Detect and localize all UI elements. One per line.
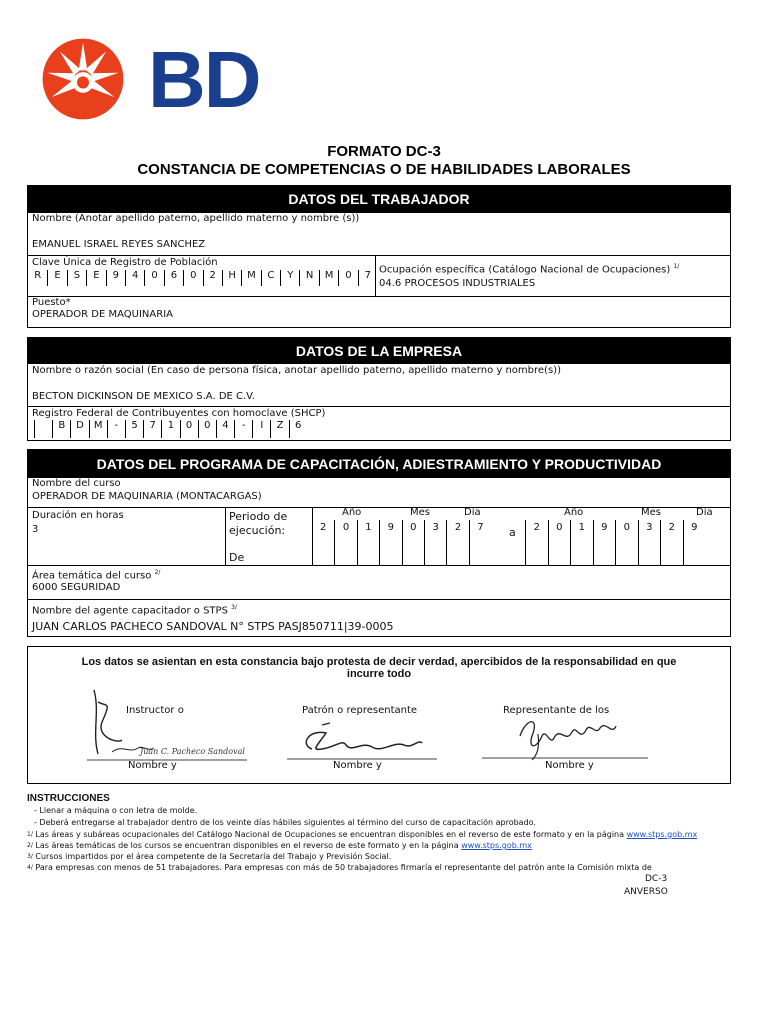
fecha-inicio-cell: 1	[357, 520, 379, 565]
de-label: De	[229, 551, 245, 564]
mes-label-end: Mes	[641, 507, 661, 518]
curp-char-cell: 4	[125, 270, 144, 286]
fecha-inicio-cell: 2	[320, 522, 327, 533]
rfc-char-cell: 5	[125, 420, 143, 438]
puesto-label: Puesto*	[32, 297, 71, 308]
rfc-char-cell: 6	[289, 420, 307, 438]
svg-text:Juan C. Pacheco Sandoval: Juan C. Pacheco Sandoval	[140, 747, 245, 756]
razon-label: Nombre o razón social (En caso de persona física, anotar apellido paterno, apellido materno y nombre(s))	[32, 365, 561, 376]
nombre-value[interactable]: EMANUEL ISRAEL REYES SANCHEZ	[32, 239, 206, 250]
fecha-fin-cell: 9	[683, 520, 706, 565]
note-1: $^{1/}$ Las áreas y subáreas ocupacionales del Catálogo Nacional de Ocupaciones se encuentran disponibles en el reverso de este formato y en la página www.stps.gob.mx	[27, 830, 698, 839]
curp-cells[interactable]	[28, 270, 377, 286]
curp-char-cell: M	[241, 270, 260, 286]
curp-char-cell: 6	[164, 270, 183, 286]
rfc-char-cell: Z	[270, 420, 288, 438]
mes-label-start: Mes	[410, 507, 430, 518]
instructor-signature-icon	[82, 682, 252, 764]
curp-char-cell: 9	[106, 270, 125, 286]
note-1-link[interactable]: www.stps.gob.mx	[626, 830, 698, 839]
curp-label: Clave Única de Registro de Población	[32, 257, 218, 268]
fecha-inicio-cell: 2	[446, 520, 468, 565]
fecha-fin-cell: 1	[570, 520, 593, 565]
curp-char-cell: 0	[338, 270, 357, 286]
fecha-inicio-cells[interactable]	[312, 520, 491, 565]
curp-char-cell: 2	[203, 270, 222, 286]
razon-value[interactable]: BECTON DICKINSON DE MEXICO S.A. DE C.V.	[32, 391, 255, 402]
dia-label-start: Día	[464, 507, 481, 518]
curp-char-cell: S	[67, 270, 86, 286]
anio-label-start: Año	[342, 507, 362, 518]
fecha-fin-cell: 0	[548, 520, 571, 565]
instruccion-line-2: - Deberá entregarse al trabajador dentro de los veinte días hábiles siguientes al término del curso de capacitación aprobado.	[34, 818, 536, 827]
bd-sun-logo-icon	[40, 36, 126, 122]
dia-label-end: Día	[696, 507, 713, 518]
nombre-y-representante: Nombre y	[545, 760, 594, 771]
fecha-fin-cell: 2	[525, 520, 548, 565]
duracion-label: Duración en horas	[32, 510, 124, 521]
patron-signature-icon	[282, 715, 442, 763]
rfc-char-cell: -	[107, 420, 125, 438]
curp-char-cell: Y	[280, 270, 299, 286]
anio-label-end: Año	[564, 507, 584, 518]
rfc-char-cell	[34, 420, 52, 438]
footer-code: DC-3	[645, 874, 668, 884]
rfc-char-cell: D	[70, 420, 88, 438]
fecha-inicio-cell: 0	[402, 520, 424, 565]
rfc-char-cell: B	[52, 420, 70, 438]
curp-char-cell: 0	[144, 270, 163, 286]
note-3: $^{3/}$ Cursos impartidos por el área competente de la Secretaría del Trabajo y Previsión Social.	[27, 852, 392, 861]
patron-label: Patrón o representante	[302, 705, 418, 716]
ocupacion-label: Ocupación específica (Catálogo Nacional de Ocupaciones) $^{1/}$	[379, 263, 680, 276]
rfc-char-cell: 0	[198, 420, 216, 438]
note-2: $^{2/}$ Las áreas temáticas de los cursos se encuentran disponibles en el reverso de este formato y en la página www.stps.gob.mx	[27, 841, 532, 850]
form-subtitle: CONSTANCIA DE COMPETENCIAS O DE HABILIDADES LABORALES	[137, 161, 631, 178]
empresa-band: DATOS DE LA EMPRESA	[28, 338, 730, 364]
rfc-char-cell: 4	[216, 420, 234, 438]
area-label: Área temática del curso $^{2/}$	[32, 569, 161, 582]
ocupacion-value[interactable]: 04.6 PROCESOS INDUSTRIALES	[379, 278, 536, 289]
periodo-label-2: ejecución:	[229, 524, 286, 537]
curp-char-cell: R	[34, 270, 42, 281]
rfc-char-cell: 0	[180, 420, 198, 438]
rfc-char-cell: 7	[143, 420, 161, 438]
puesto-value[interactable]: OPERADOR DE MAQUINARIA	[32, 309, 173, 320]
curso-value[interactable]: OPERADOR DE MAQUINARIA (MONTACARGAS)	[32, 491, 262, 502]
nombre-y-patron: Nombre y	[333, 760, 382, 771]
periodo-label-1: Periodo de	[229, 510, 288, 523]
fecha-fin-cell: 0	[615, 520, 638, 565]
fecha-inicio-cell: 9	[379, 520, 401, 565]
instructor-label: Instructor o	[126, 705, 184, 716]
curp-char-cell: M	[319, 270, 338, 286]
curp-char-cell: N	[299, 270, 318, 286]
nombre-y-instructor: Nombre y	[128, 760, 177, 771]
curp-char-cell: C	[261, 270, 280, 286]
curp-char-cell: E	[86, 270, 105, 286]
curp-char-cell: H	[222, 270, 241, 286]
bd-logo-text: BD	[148, 35, 260, 124]
agente-value[interactable]: JUAN CARLOS PACHECO SANDOVAL N° STPS PASJ850711|39-0005	[32, 620, 394, 633]
nombre-label: Nombre (Anotar apellido paterno, apellido materno y nombre (s))	[32, 213, 360, 224]
instrucciones-title: INSTRUCCIONES	[27, 793, 110, 804]
rfc-char-cell: 1	[161, 420, 179, 438]
fecha-inicio-cell: 7	[469, 520, 491, 565]
declaracion-text: Los datos se asientan en esta constancia bajo protesta de decir verdad, apercibidos de la responsabilidad en que incurre todo	[81, 656, 677, 680]
footer-side: ANVERSO	[624, 887, 668, 897]
fecha-fin-cell: 2	[660, 520, 683, 565]
duracion-value[interactable]: 3	[32, 524, 39, 535]
fecha-inicio-cell: 3	[424, 520, 446, 565]
curp-char-cell: 7	[358, 270, 377, 286]
instruccion-line-1: - Llenar a máquina o con letra de molde.	[34, 806, 198, 815]
note-2-link[interactable]: www.stps.gob.mx	[461, 841, 532, 850]
curp-char-cell: 0	[183, 270, 202, 286]
rfc-char-cell: -	[234, 420, 252, 438]
note-4: $^{4/}$ Para empresas con menos de 51 trabajadores. Para empresas con más de 50 trabajadores firmaría el representante del patrón ante la Comisión mixta de	[27, 863, 652, 872]
curp-char-cell: E	[47, 270, 66, 286]
form-title: FORMATO DC-3	[327, 143, 441, 160]
fecha-fin-cells[interactable]	[525, 520, 705, 565]
agente-label: Nombre del agente capacitador o STPS $^{3/}$	[32, 604, 237, 617]
a-label: a	[509, 526, 516, 539]
rfc-label: Registro Federal de Contribuyentes con homoclave (SHCP)	[32, 408, 326, 419]
representante-label: Representante de los	[503, 705, 610, 716]
area-value[interactable]: 6000 SEGURIDAD	[32, 582, 121, 593]
representante-signature-icon	[480, 706, 650, 762]
rfc-char-cell: I	[252, 420, 270, 438]
fecha-inicio-cell: 0	[334, 520, 356, 565]
rfc-cells[interactable]	[34, 420, 307, 438]
fecha-fin-cell: 3	[638, 520, 661, 565]
rfc-char-cell: M	[89, 420, 107, 438]
trabajador-band: DATOS DEL TRABAJADOR	[28, 186, 730, 213]
programa-band: DATOS DEL PROGRAMA DE CAPACITACIÓN, ADIESTRAMIENTO Y PRODUCTIVIDAD	[28, 450, 730, 478]
fecha-fin-cell: 9	[593, 520, 616, 565]
curso-label: Nombre del curso	[32, 478, 121, 489]
